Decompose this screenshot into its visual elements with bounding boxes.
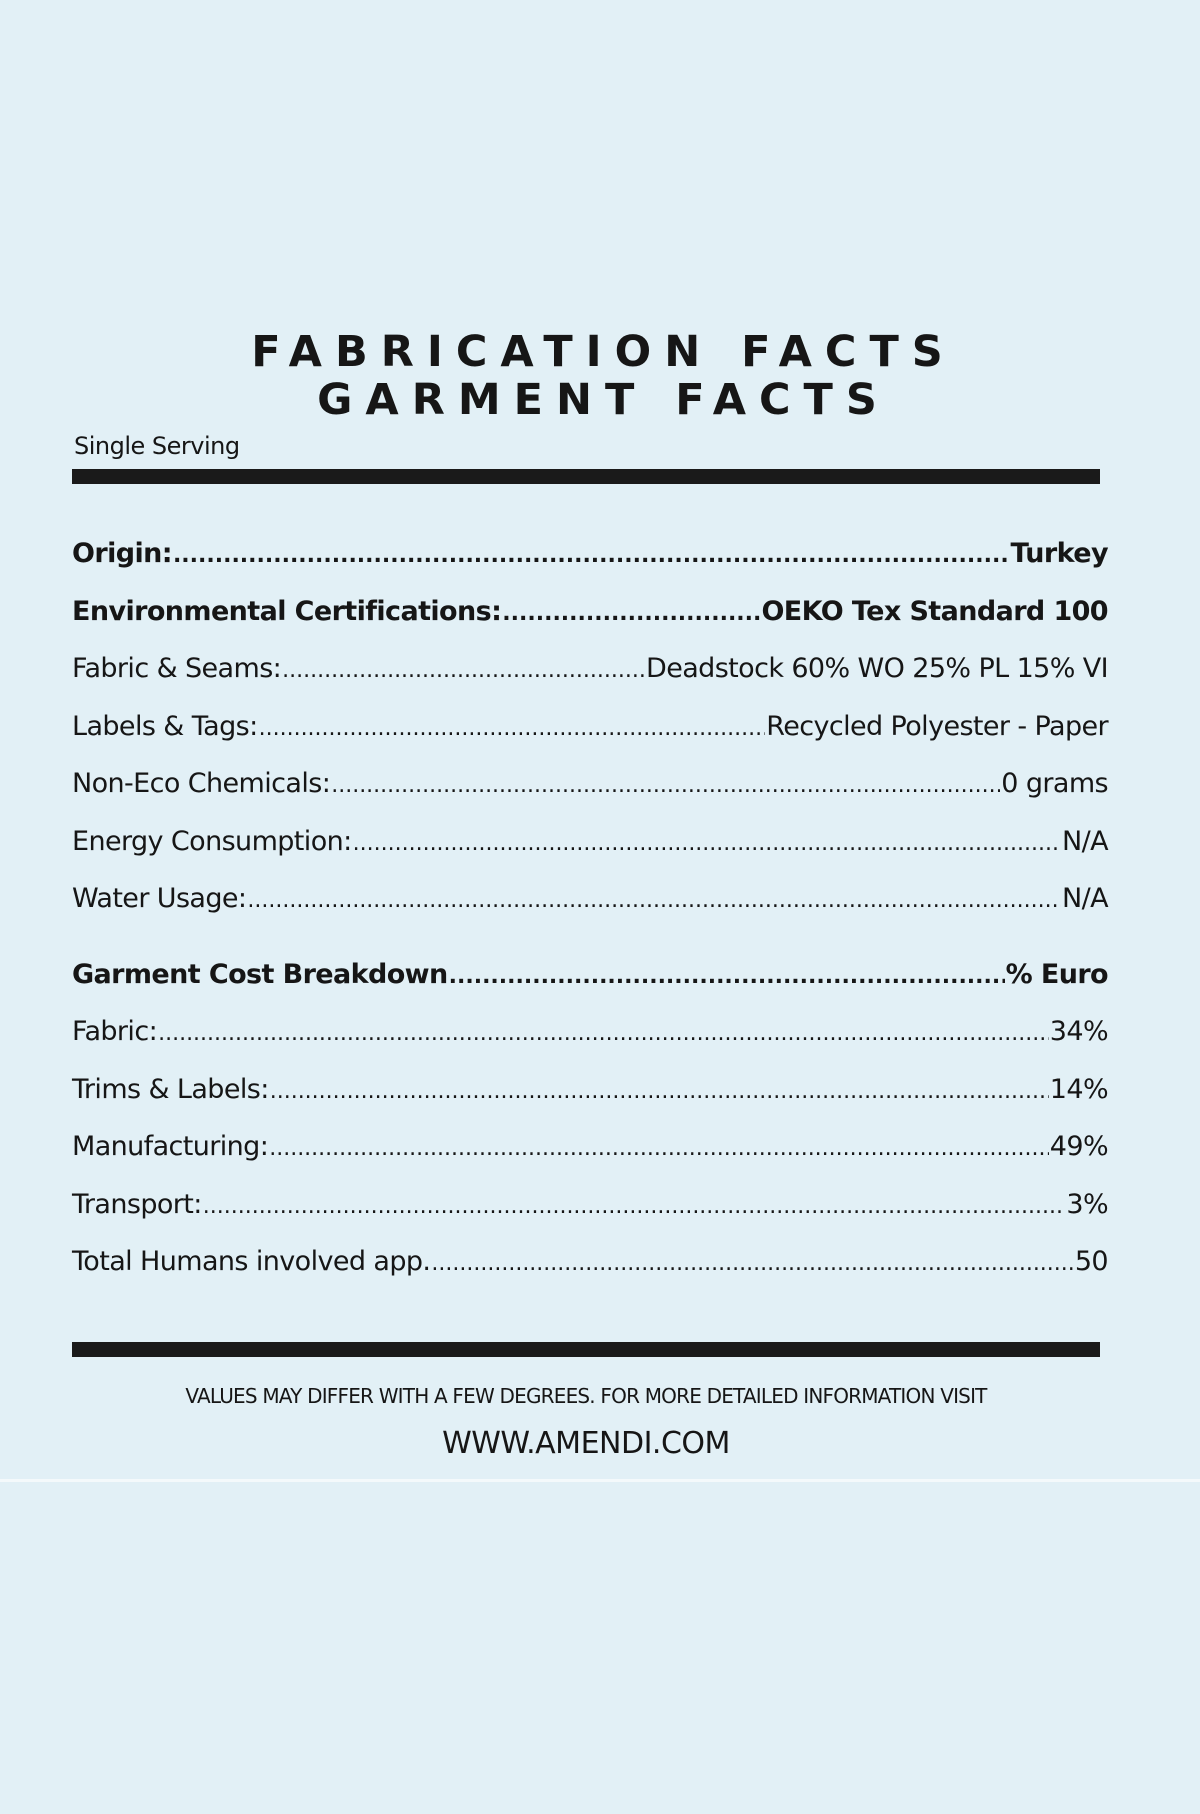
label-title-secondary: GARMENT FACTS [317,375,890,425]
cost-row-transport [72,1189,1108,1247]
dot-leader [353,833,1061,855]
cost-label: Total Humans involved app. [72,1246,431,1277]
fact-value: N/A [1062,883,1108,914]
fact-value: N/A [1062,825,1108,857]
cost-label: Manufacturing: [72,1131,269,1162]
fact-row-origin [72,538,1108,596]
dot-leader [173,545,1010,567]
cost-value: 3% [1066,1188,1108,1220]
fact-row-chemicals [72,768,1108,826]
fact-row-water [72,883,1108,941]
footer-website: WWW.AMENDI.COM [442,1426,730,1461]
top-rule [72,469,1100,484]
cost-row-fabric [72,1016,1108,1074]
dot-leader [282,660,645,682]
cost-label: Fabric: [72,1016,158,1047]
cost-value: % Euro [1005,958,1108,990]
dot-leader [449,966,1005,988]
cost-header-row [72,959,1108,1017]
fact-row-certifications [72,596,1108,654]
fact-label: Energy Consumption: [72,825,352,857]
cost-label: Trims & Labels: [72,1073,269,1105]
cost-label: Garment Cost Breakdown [72,958,448,990]
cost-row-humans [72,1246,1108,1304]
dot-leader [331,775,1000,797]
footer-disclaimer: VALUES MAY DIFFER WITH A FEW DEGREES. FOR MORE DETAILED INFORMATION VISIT [185,1384,987,1408]
fact-label: Environmental Certifications: [72,595,502,627]
fact-label: Fabric & Seams: [72,653,282,684]
label-titles [72,328,1100,424]
fact-value: Recycled Polyester - Paper [766,710,1108,742]
fact-row-labels-tags [72,711,1108,769]
fact-value: Deadstock 60% WO 25% PL 15% VI [646,653,1108,684]
dot-leader [269,1138,1049,1160]
fact-row-fabric-seams [72,653,1108,711]
dot-leader [203,1196,1066,1218]
cost-row-manufacturing [72,1131,1108,1189]
label-title-primary: FABRICATION FACTS [251,327,956,377]
cost-value: 14% [1049,1073,1108,1105]
section-gap [72,941,1108,959]
fact-label: Water Usage: [72,883,247,914]
panel-divider [0,1479,1200,1482]
fact-value: OEKO Tex Standard 100 [761,595,1108,627]
cost-value: 50 [1074,1246,1108,1277]
dot-leader [502,603,760,625]
bottom-rule [72,1342,1100,1357]
fact-label: Non-Eco Chemicals: [72,768,331,799]
cost-label: Transport: [72,1188,202,1220]
fact-value: Turkey [1010,538,1108,569]
dot-leader [431,1253,1073,1275]
cost-value: 34% [1049,1016,1108,1047]
facts-rows [72,538,1108,1304]
dot-leader [259,718,766,740]
dot-leader [247,890,1061,912]
dot-leader [270,1081,1049,1103]
fact-value: 0 grams [1001,768,1108,799]
cost-row-trims [72,1074,1108,1132]
cost-value: 49% [1049,1131,1108,1162]
fact-label: Origin: [72,538,172,569]
fact-row-energy [72,826,1108,884]
dot-leader [158,1023,1049,1045]
serving-size-text: Single Serving [74,432,240,460]
fact-label: Labels & Tags: [72,710,258,742]
